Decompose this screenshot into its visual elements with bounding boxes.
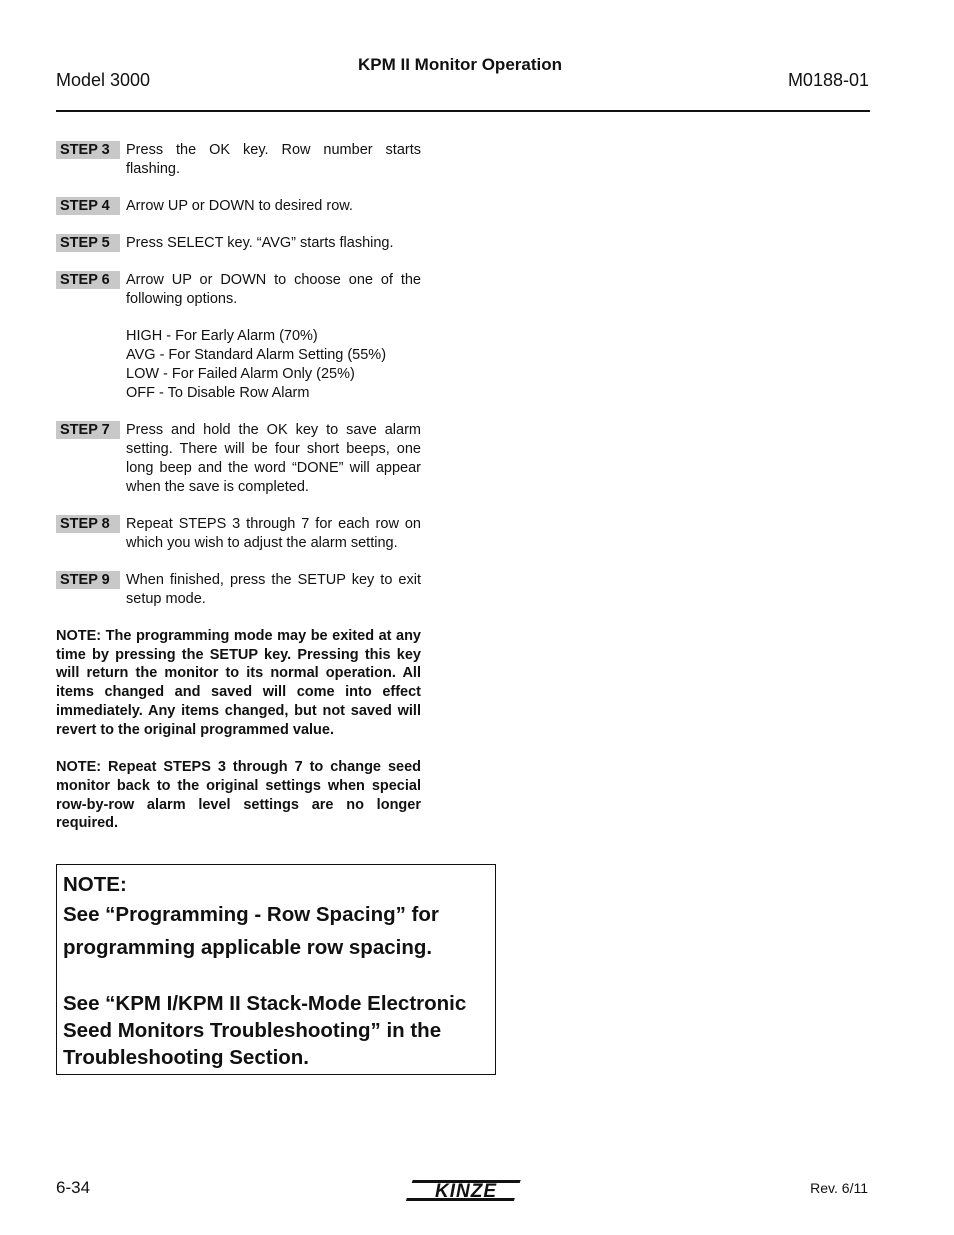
note-restore-settings: NOTE: Repeat STEPS 3 through 7 to change seed monitor back to the original settings when special row-by-row alarm level settings are no longer required. [56,759,421,832]
note-box-line: programming applicable row spacing. [63,936,433,959]
step-label: STEP 6 [56,271,120,289]
step-label: STEP 4 [56,197,120,215]
step-label: STEP 3 [56,141,120,159]
note-box-spacer [63,964,489,990]
note-box-line: Troubleshooting Section. [63,1046,309,1069]
instructions-column [56,141,421,852]
step-label: STEP 5 [56,234,120,252]
note-box-line: See “KPM I/KPM II Stack-Mode Electronic [63,992,467,1015]
option-high: HIGH - For Early Alarm (70%) [126,328,318,344]
note-box-line: See “Programming - Row Spacing” for [63,903,439,926]
step-5 [56,234,421,253]
step-text: Arrow UP or DOWN to desired row. [126,198,353,214]
option-avg: AVG - For Standard Alarm Setting (55%) [126,347,387,363]
header-rule [56,110,870,112]
step-text: Press the OK key. Row number starts flashing. [126,142,421,177]
note-programming-exit: NOTE: The programming mode may be exited at any time by pressing the SETUP key. Pressing this key will return the monitor to its normal operation. All items changed and saved will come into effect immediately. Any items changed, but not saved will revert to the original programmed value. [56,628,421,738]
step-text: When finished, press the SETUP key to exit setup mode. [126,572,421,607]
step-text: Press SELECT key. “AVG” starts flashing. [126,235,394,251]
step-text-block [126,271,421,403]
step-text: Press and hold the OK key to save alarm setting. There will be four short beeps, one long beep and the word “DONE” will appear when the save is completed. [126,422,421,495]
note-box-line: Seed Monitors Troubleshooting” in the [63,1019,442,1042]
step-text: Arrow UP or DOWN to choose one of the following options. [126,272,421,307]
step-8 [56,515,421,553]
kinze-logo [404,1176,524,1204]
revision-date: Rev. 6/11 [810,1180,868,1196]
step-label: STEP 7 [56,421,120,439]
header-title: KPM II Monitor Operation [358,55,562,74]
header-model: Model 3000 [56,70,151,90]
note-box-title: NOTE: [63,873,127,896]
step-9 [56,571,421,609]
note-box [56,864,496,1075]
alarm-options-list [126,327,421,403]
step-4 [56,197,421,216]
step-text: Repeat STEPS 3 through 7 for each row on which you wish to adjust the alarm setting. [126,516,421,551]
step-6 [56,271,421,403]
logo-text: KINZE [435,1181,497,1202]
step-3 [56,141,421,179]
header-doc-number: M0188-01 [787,70,869,90]
page-number: 6-34 [56,1178,91,1197]
option-off: OFF - To Disable Row Alarm [126,385,310,401]
step-label: STEP 9 [56,571,120,589]
option-low: LOW - For Failed Alarm Only (25%) [126,366,355,382]
step-7 [56,421,421,497]
step-label: STEP 8 [56,515,120,533]
